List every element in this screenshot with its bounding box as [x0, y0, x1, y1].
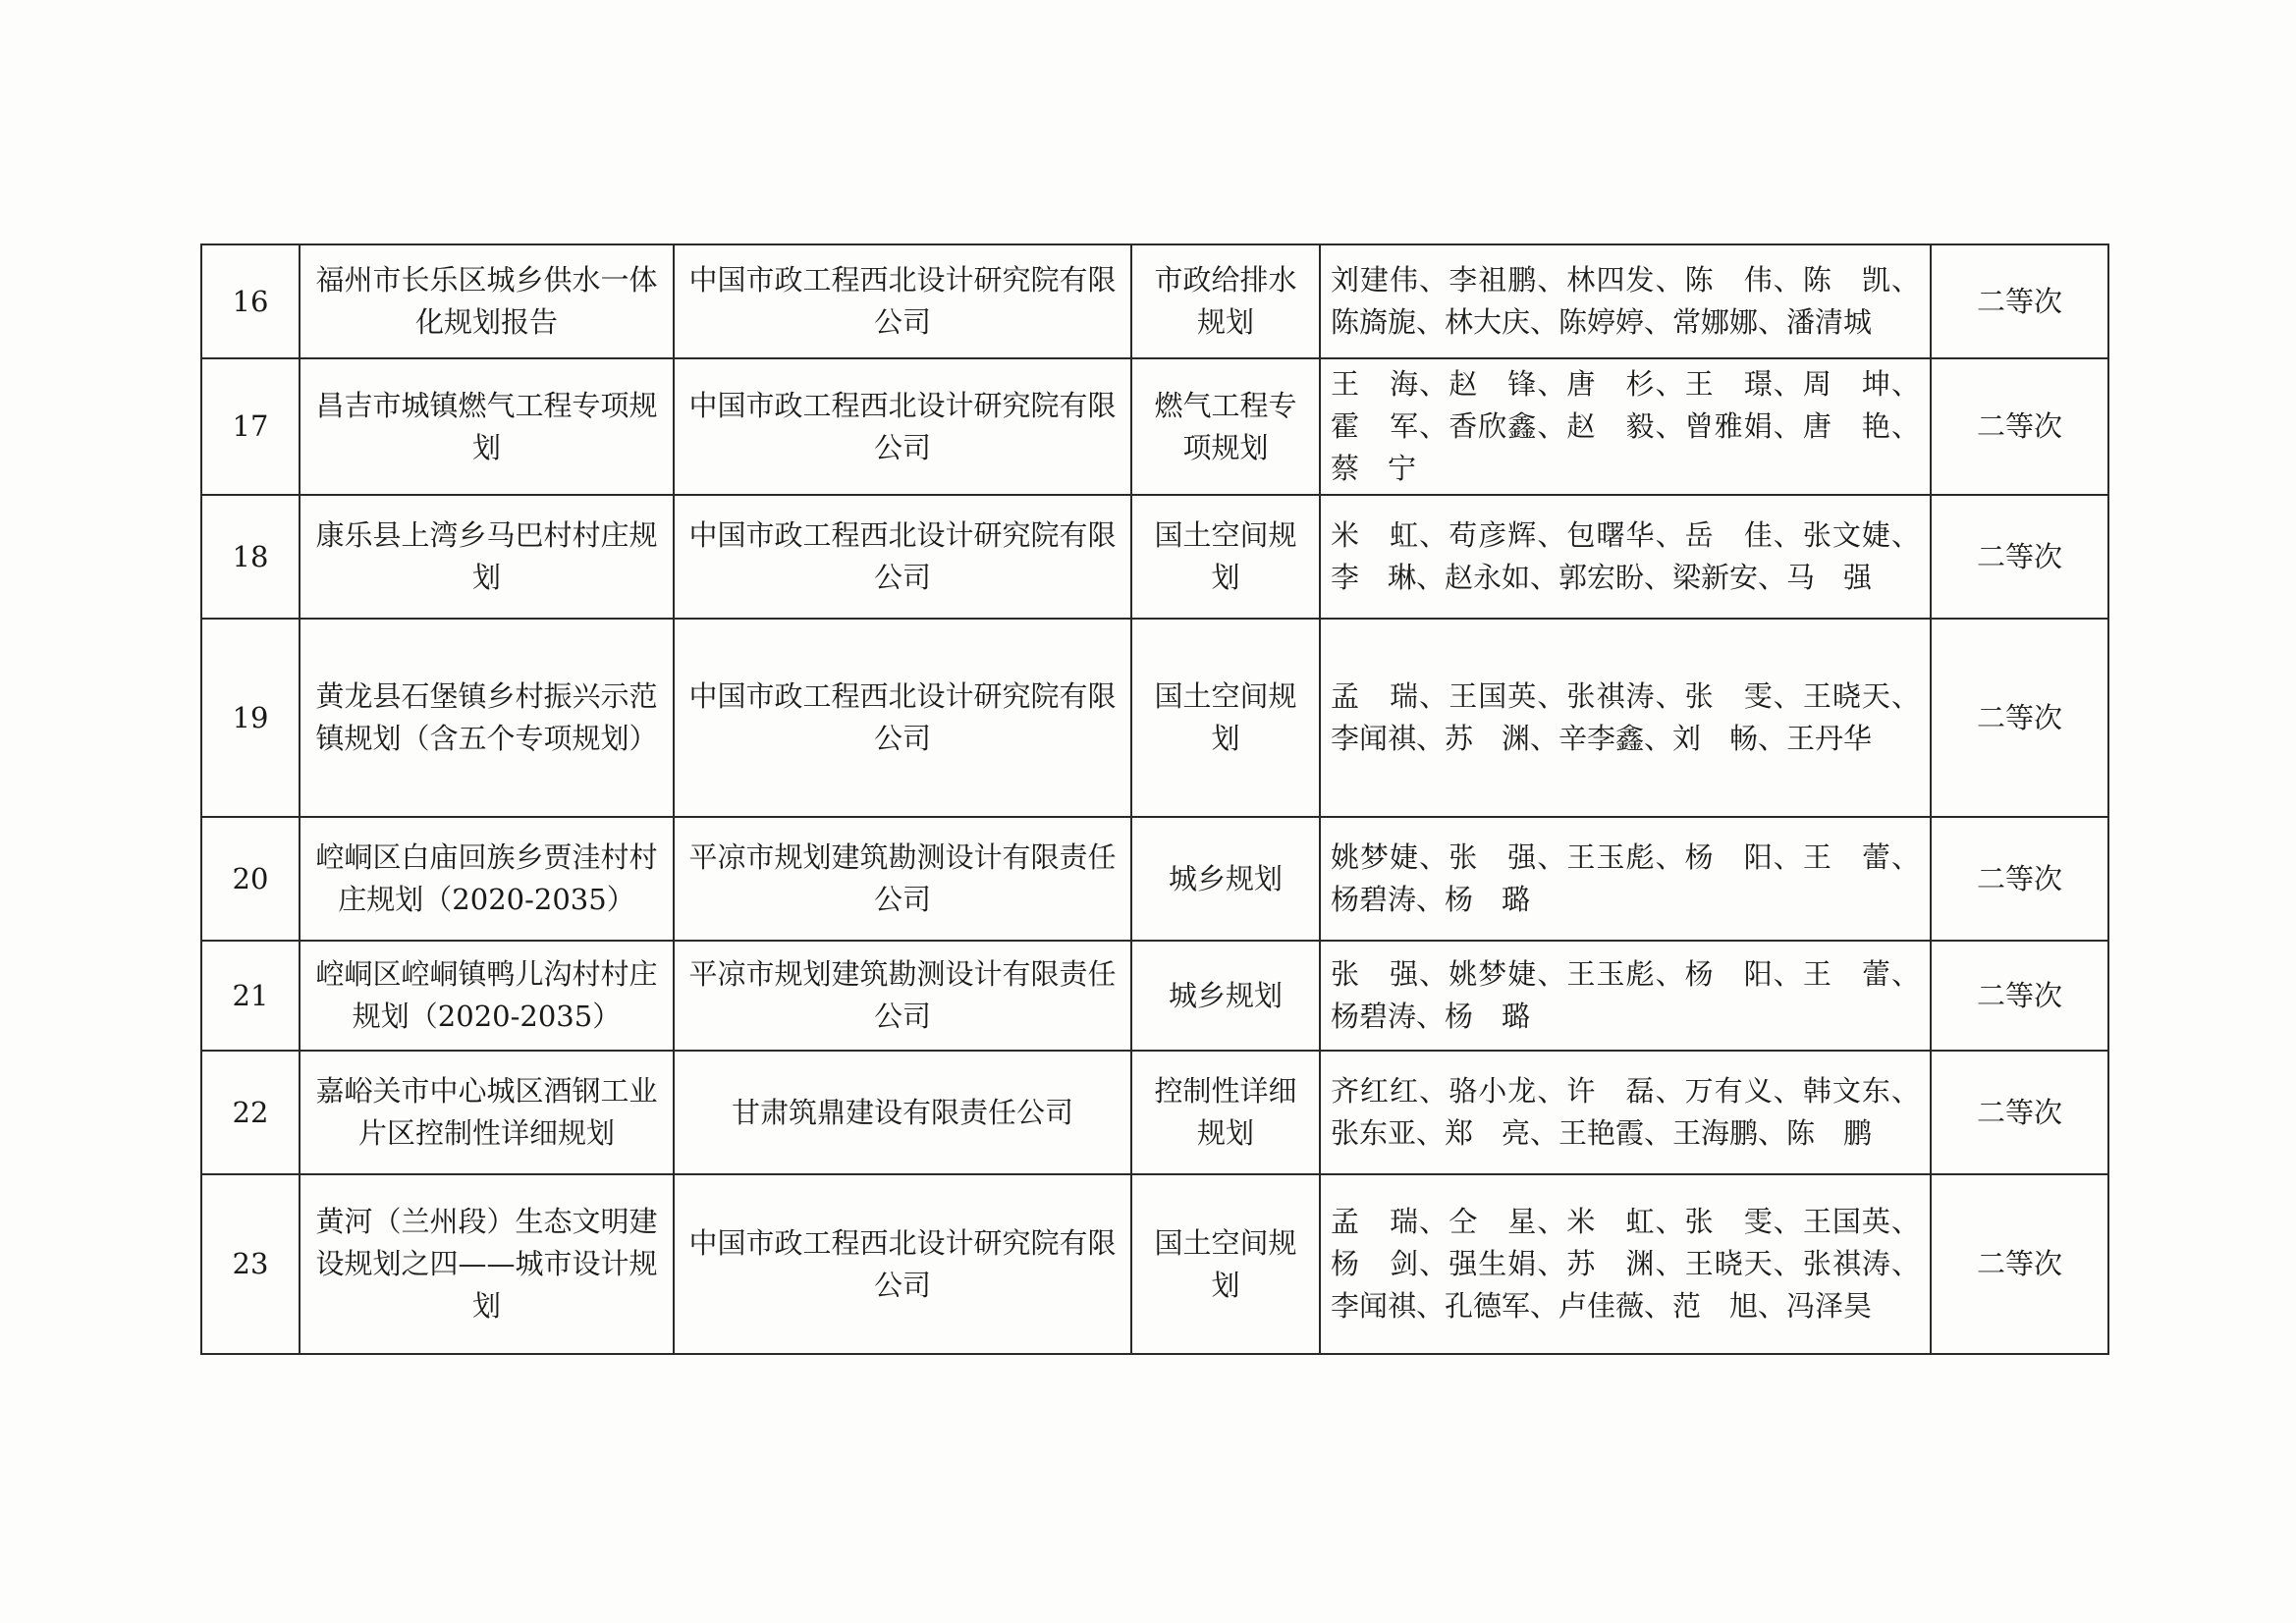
award-grade: 二等次: [1931, 244, 2108, 358]
project-name: 康乐县上湾乡马巴村村庄规划: [300, 495, 674, 619]
table-row: [201, 941, 2108, 1051]
table-row: [201, 495, 2108, 619]
design-unit: 平凉市规划建筑勘测设计有限责任公司: [674, 817, 1131, 941]
project-type: 国土空间规划: [1131, 619, 1320, 817]
participants: 张 强、姚梦婕、王玉彪、杨 阳、王 蕾、杨碧涛、杨 璐: [1320, 941, 1931, 1051]
award-grade: 二等次: [1931, 817, 2108, 941]
participants: 姚梦婕、张 强、王玉彪、杨 阳、王 蕾、杨碧涛、杨 璐: [1320, 817, 1931, 941]
row-number: 19: [201, 619, 300, 817]
row-number: 18: [201, 495, 300, 619]
project-type: 城乡规划: [1131, 817, 1320, 941]
award-grade: 二等次: [1931, 1051, 2108, 1174]
row-number: 17: [201, 358, 300, 495]
project-type: 城乡规划: [1131, 941, 1320, 1051]
design-unit: 中国市政工程西北设计研究院有限公司: [674, 1174, 1131, 1354]
row-number: 16: [201, 244, 300, 358]
project-name: 崆峒区崆峒镇鸭儿沟村村庄规划（2020-2035）: [300, 941, 674, 1051]
participants: 王 海、赵 锋、唐 杉、王 璟、周 坤、霍 军、香欣鑫、赵 毅、曾雅娟、唐 艳、蔡 宁: [1320, 358, 1931, 495]
project-type: 国土空间规划: [1131, 495, 1320, 619]
design-unit: 中国市政工程西北设计研究院有限公司: [674, 244, 1131, 358]
project-type: 控制性详细规划: [1131, 1051, 1320, 1174]
project-name: 黄龙县石堡镇乡村振兴示范镇规划（含五个专项规划）: [300, 619, 674, 817]
award-grade: 二等次: [1931, 1174, 2108, 1354]
project-name: 黄河（兰州段）生态文明建设规划之四——城市设计规划: [300, 1174, 674, 1354]
row-number: 20: [201, 817, 300, 941]
row-number: 22: [201, 1051, 300, 1174]
award-grade: 二等次: [1931, 495, 2108, 619]
design-unit: 平凉市规划建筑勘测设计有限责任公司: [674, 941, 1131, 1051]
design-unit: 中国市政工程西北设计研究院有限公司: [674, 619, 1131, 817]
table-row: [201, 817, 2108, 941]
row-number: 23: [201, 1174, 300, 1354]
participants: 米 虹、苟彦辉、包曙华、岳 佳、张文婕、李 琳、赵永如、郭宏盼、梁新安、马 强: [1320, 495, 1931, 619]
design-unit: 中国市政工程西北设计研究院有限公司: [674, 495, 1131, 619]
design-unit: 甘肃筑鼎建设有限责任公司: [674, 1051, 1131, 1174]
participants: 孟 瑞、王国英、张祺涛、张 雯、王晓天、李闻祺、苏 渊、辛李鑫、刘 畅、王丹华: [1320, 619, 1931, 817]
project-name: 昌吉市城镇燃气工程专项规划: [300, 358, 674, 495]
award-grade: 二等次: [1931, 619, 2108, 817]
project-type: 市政给排水规划: [1131, 244, 1320, 358]
project-name: 嘉峪关市中心城区酒钢工业片区控制性详细规划: [300, 1051, 674, 1174]
project-type: 燃气工程专项规划: [1131, 358, 1320, 495]
award-grade: 二等次: [1931, 358, 2108, 495]
participants: 刘建伟、李祖鹏、林四发、陈 伟、陈 凯、陈旖旎、林大庆、陈婷婷、常娜娜、潘清城: [1320, 244, 1931, 358]
design-unit: 中国市政工程西北设计研究院有限公司: [674, 358, 1131, 495]
table-row: [201, 1051, 2108, 1174]
participants: 孟 瑞、仝 星、米 虹、张 雯、王国英、杨 剑、强生娟、苏 渊、王晓天、张祺涛、李闻祺、孔德军、卢佳薇、范 旭、冯泽昊: [1320, 1174, 1931, 1354]
row-number: 21: [201, 941, 300, 1051]
award-grade: 二等次: [1931, 941, 2108, 1051]
table-row: [201, 619, 2108, 817]
table-row: [201, 1174, 2108, 1354]
project-type: 国土空间规划: [1131, 1174, 1320, 1354]
table-row: [201, 358, 2108, 495]
project-name: 崆峒区白庙回族乡贾洼村村庄规划（2020-2035）: [300, 817, 674, 941]
participants: 齐红红、骆小龙、许 磊、万有义、韩文东、张东亚、郑 亮、王艳霞、王海鹏、陈 鹏: [1320, 1051, 1931, 1174]
awards-table: [200, 243, 2109, 1355]
project-name: 福州市长乐区城乡供水一体化规划报告: [300, 244, 674, 358]
table-row: [201, 244, 2108, 358]
